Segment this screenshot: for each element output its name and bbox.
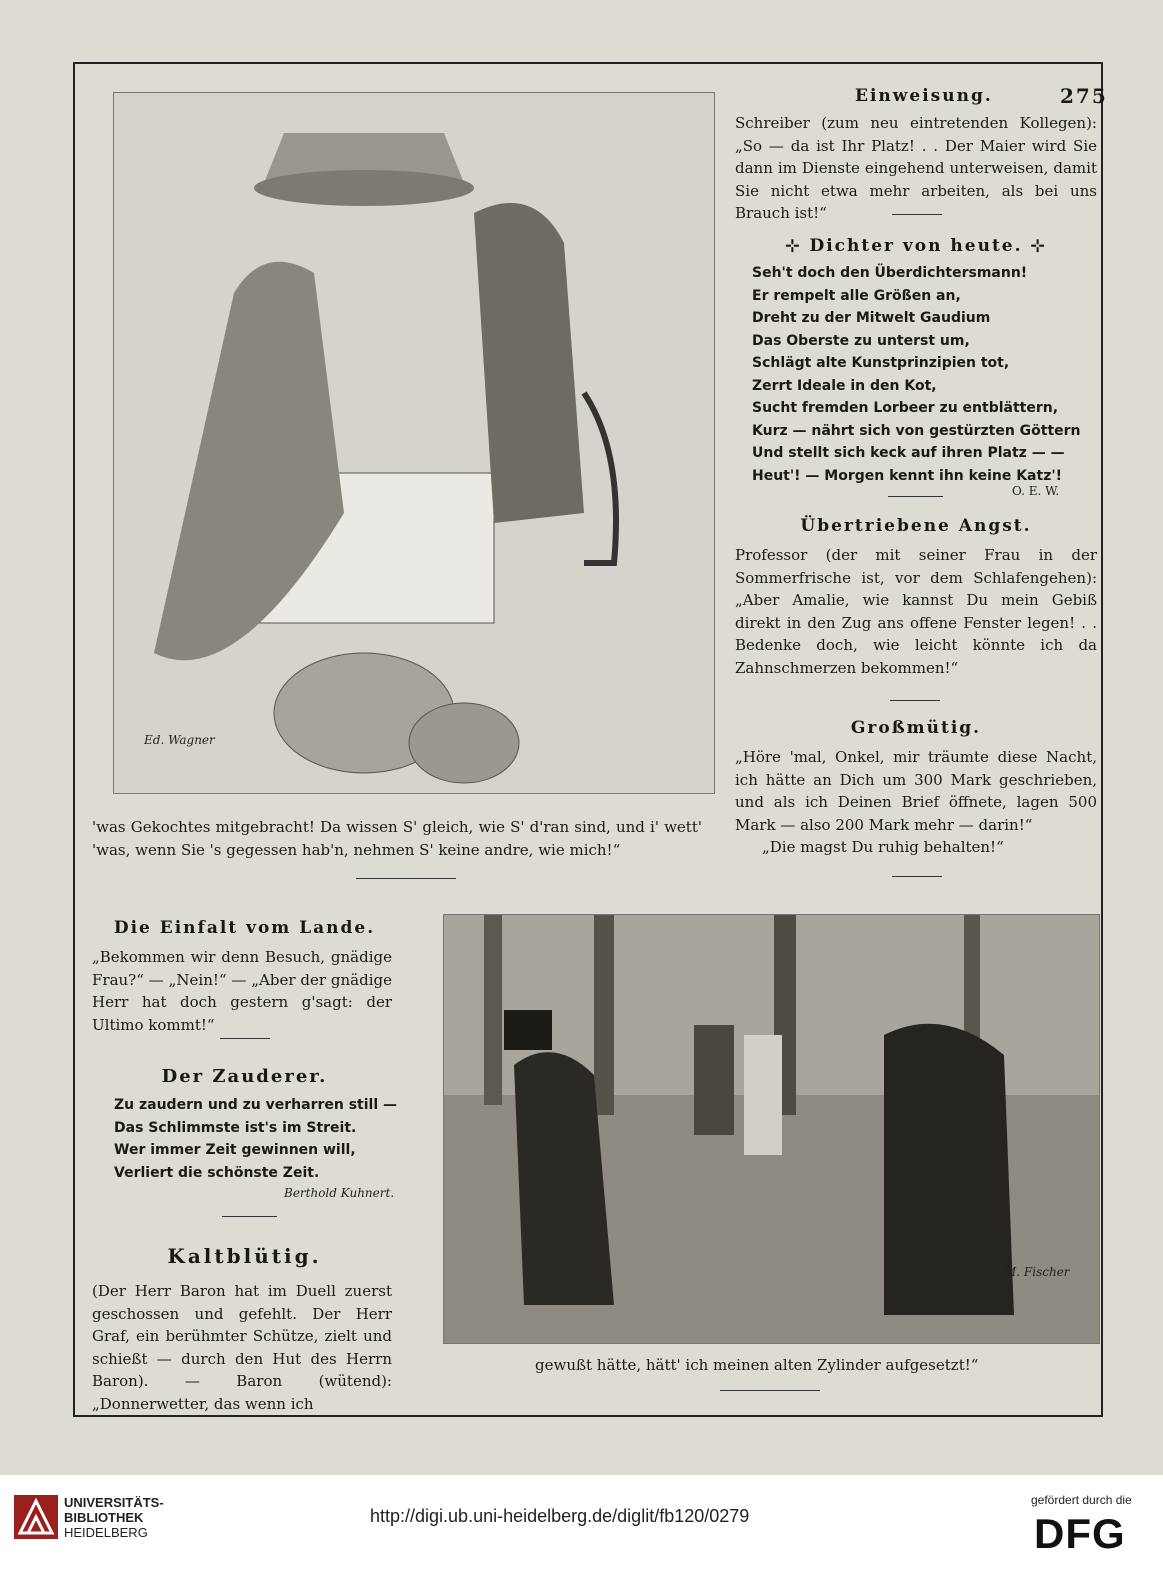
poem-line: Das Schlimmste ist's im Streit. [114,1119,357,1136]
poem-dichter [752,262,1097,487]
poem-line: Heut'! — Morgen kennt ihn keine Katz'! [752,467,1063,484]
section-title-einweisung: Einweisung. [855,86,993,106]
illustration-kitchen-scene [113,92,715,794]
einweisung-text: Schreiber (zum neu eintretenden Kollegen): „So — da ist Ihr Platz! . . Der Maier wird Sie dann im Dienste eingehend unterweisen, damit Sie nicht etwa mehr arbeiten, als bei uns Brauch ist!“ [735,114,1097,222]
section-title-kaltbluetig: Kaltblütig. [167,1244,322,1268]
dichter-signature: O. E. W. [1012,484,1060,498]
divider [220,1038,270,1039]
caption-bottom: gewußt hätte, hätt' ich meinen alten Zylinder aufgesetzt!“ [535,1356,979,1374]
illustration-duel-scene [443,914,1100,1344]
poem-line: Schlägt alte Kunstprinzipien tot, [752,355,1010,371]
section-title-einfalt: Die Einfalt vom Lande. [113,918,376,938]
poem-line: Verliert die schönste Zeit. [114,1164,320,1181]
poem-line: Und stellt sich keck auf ihren Platz — — [752,445,1065,461]
page-number: 275 [1060,84,1108,108]
einfalt-text: „Bekommen wir denn Besuch, gnädige Frau?“ — „Nein!“ — „Aber der gnädige Herr hat doch gestern g'sagt: der Ultimo kommt!“ [92,948,392,1034]
section-title-zauderer: Der Zauderer. [161,1066,328,1087]
poem-line: Zerrt Ideale in den Kot, [752,377,937,394]
caption-top: 'was Gekochtes mitgebracht! Da wissen S' gleich, wie S' d'ran sind, und i' wett' 'was, wenn Sie 's gegessen hab'n, nehmen S' keine andre, wie mich!“ [92,818,702,859]
library-name-line: UNIVERSITÄTS- [64,1495,164,1510]
poem-line: Sucht fremden Lorbeer zu entblättern, [752,400,1059,416]
artist-signature-top: Ed. Wagner [144,733,215,747]
divider [720,1390,820,1391]
kaltbluetig-text: (Der Herr Baron hat im Duell zuerst geschossen und gefehlt. Der Herr Graf, ein berühmter Schütze, zielt und schießt — durch den Hut des Herrn Baron). — Baron (wütend): „Donnerwetter, das wenn ich [92,1282,392,1413]
section-title-angst: Übertriebene Angst. [800,516,1032,536]
divider [892,876,942,877]
university-library-logo [14,1495,58,1539]
poem-line: Zu zaudern und zu verharren still — [114,1097,398,1113]
artist-signature-bottom: M. Fischer [1004,1265,1070,1279]
ornament-divider [888,496,943,497]
divider [890,700,940,701]
dfg-logo: DFG [1034,1510,1126,1557]
grossmuetig-reply: „Die magst Du ruhig behalten!“ [762,838,1004,856]
poem-line: Er rempelt alle Größen an, [752,287,961,304]
divider [892,214,942,215]
poem-line: Kurz — nährt sich von gestürzten Göttern [752,422,1081,439]
poem-zauderer [114,1094,399,1184]
ornament-divider [222,1216,277,1217]
zauderer-signature: Berthold Kuhnert. [284,1186,395,1200]
source-url-link[interactable]: http://digi.ub.uni-heidelberg.de/diglit/fb120/0279 [370,1506,750,1526]
grossmuetig-text: „Höre 'mal, Onkel, mir träumte diese Nacht, ich hätte an Dich um 300 Mark geschrieben, und als ich Deinen Brief öffnete, lagen 500 Mark — also 200 Mark mehr — darin!“ [735,748,1097,834]
poem-line: Wer immer Zeit gewinnen will, [114,1142,356,1158]
library-name [64,1495,164,1540]
poem-line: Seh't doch den Überdichtersmann! [752,265,1028,281]
library-name-line: BIBLIOTHEK [64,1510,144,1525]
section-title-grossmuetig: Großmütig. [850,718,982,738]
library-name-line: HEIDELBERG [64,1525,148,1540]
poem-line: Dreht zu der Mitwelt Gaudium [752,310,991,326]
divider [356,878,456,879]
funding-note: gefördert durch die [1031,1493,1132,1507]
angst-text: Professor (der mit seiner Frau in der Sommerfrische ist, vor dem Schlafengehen): „Aber Amalie, wie kannst Du mein Gebiß direkt in den Zug ans offene Fenster legen! . . Bedenke doch, wie leicht könnte ich da Zahnschmerzen bekommen!“ [735,546,1097,677]
section-title-dichter: ⊹ Dichter von heute. ⊹ [785,236,1047,256]
poem-line: Das Oberste zu unterst um, [752,332,970,349]
